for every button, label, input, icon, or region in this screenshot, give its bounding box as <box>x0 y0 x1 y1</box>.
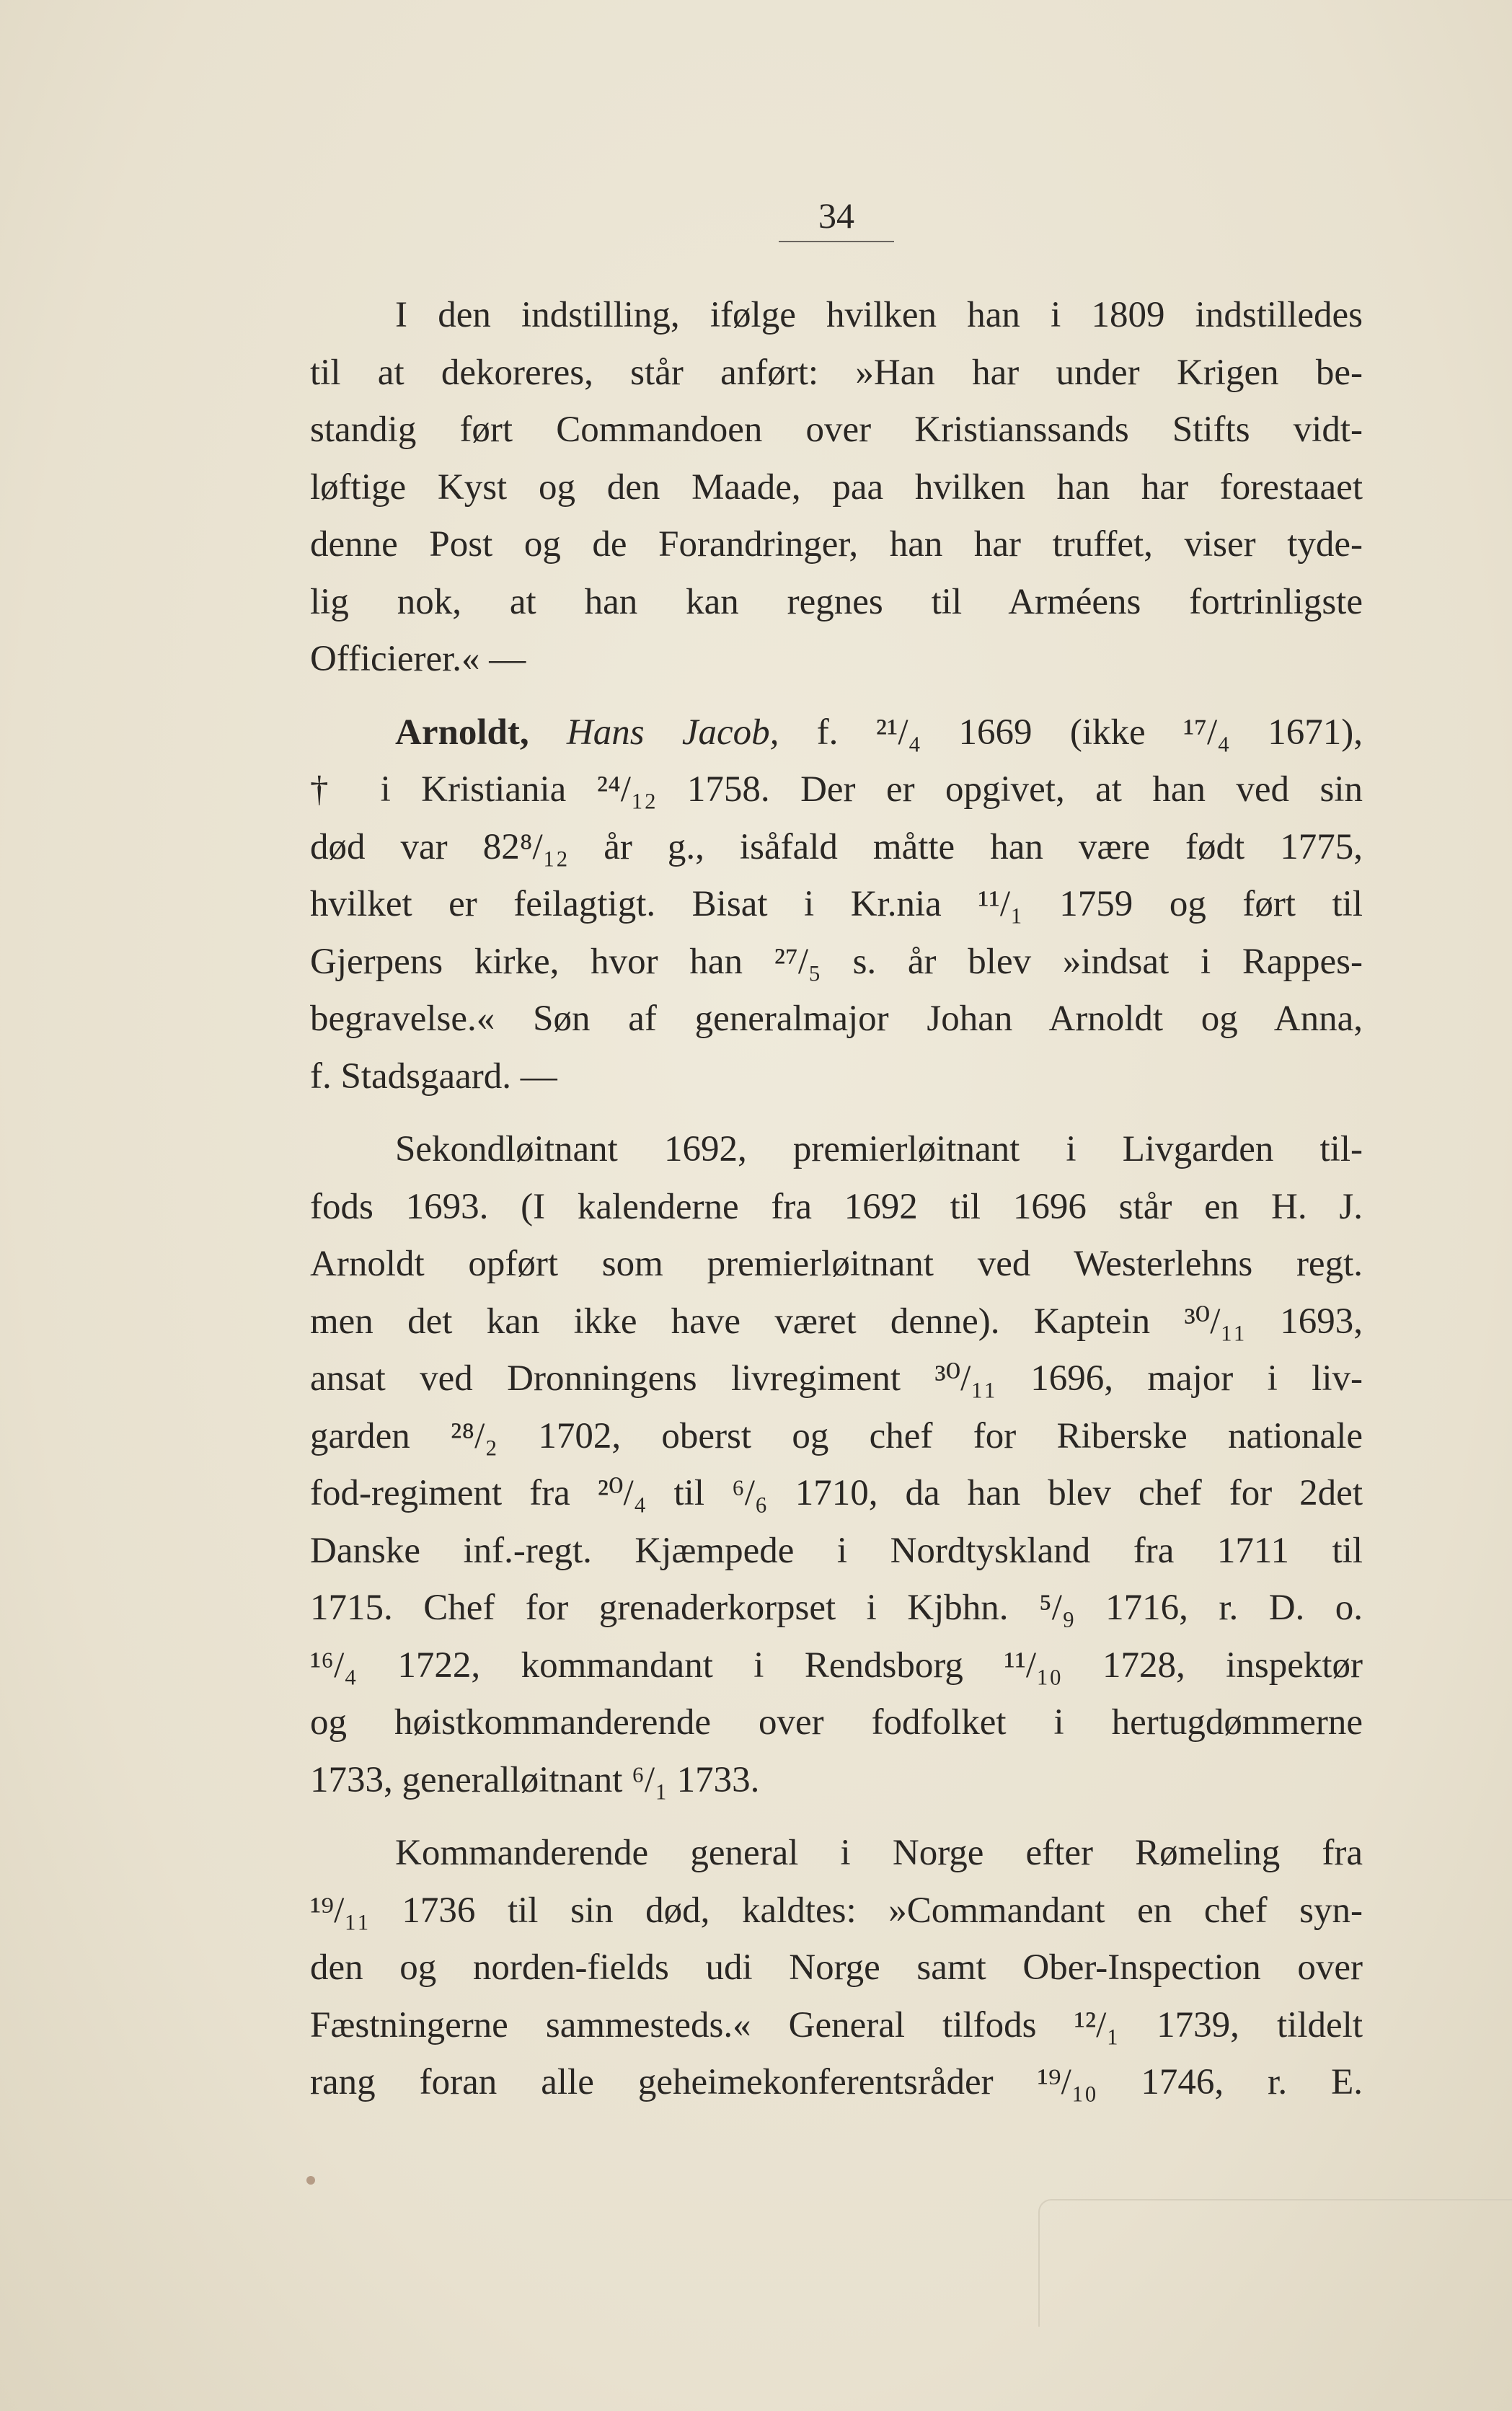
text-line: den og norden-fields udi Norge samt Ober-Inspection over <box>310 1947 1363 1988</box>
text-line: † i Kristiania ²⁴/₁₂ 1758. Der er opgivet, at han ved sin <box>310 769 1363 810</box>
text-line: til at dekoreres, står anført: »Han har under Krigen be- <box>310 352 1363 393</box>
text-line: ansat ved Dronningens livregiment ³⁰/₁₁ 1696, major i liv- <box>310 1358 1363 1399</box>
text-line: Officierer.« — <box>310 639 526 679</box>
text-line: lig nok, at han kan regnes til Arméens fortrinligste <box>310 581 1363 622</box>
text-line: 1715. Chef for grenaderkorpset i Kjbhn. ⁵/₉ 1716, r. D. o. <box>310 1588 1363 1628</box>
text-line: fods 1693. (I kalenderne fra 1692 til 1696 står en H. J. <box>310 1186 1363 1227</box>
text-line: garden ²⁸/₂ 1702, oberst og chef for Riberske nationale <box>310 1415 1363 1456</box>
text-line: 1733, generalløitnant ⁶/₁ 1733. <box>310 1759 760 1800</box>
page-number: 34 <box>779 195 894 242</box>
text-line: fod-regiment fra ²⁰/₄ til ⁶/₆ 1710, da han blev chef for 2det <box>310 1473 1363 1513</box>
text-line: rang foran alle geheimekonferentsråder ¹⁹/₁₀ 1746, r. E. <box>310 2062 1363 2102</box>
entry-heading-line <box>310 704 1363 762</box>
text-line: og høistkommanderende over fodfolket i hertugdømmerne <box>310 1702 1363 1743</box>
text-line: I den indstilling, ifølge hvilken han i 1809 indstilledes <box>395 295 1363 335</box>
text-line: hvilket er feilagtigt. Bisat i Kr.nia ¹¹/₁ 1759 og ført til <box>310 884 1363 924</box>
text-line: Gjerpens kirke, hvor han ²⁷/₅ s. år blev »indsat i Rappes- <box>310 941 1363 982</box>
text-line: begravelse.« Søn af generalmajor Johan Arnoldt og Anna, <box>310 999 1363 1039</box>
entry-surname: Arnoldt, <box>395 712 529 753</box>
text-line: løftige Kyst og den Maade, paa hvilken han har forestaaet <box>310 466 1363 508</box>
text-line-fragment: f. ²¹/₄ 1669 (ikke ¹⁷/₄ 1671), <box>816 712 1363 753</box>
text-line: Danske inf.-regt. Kjæmpede i Nordtyskland fra 1711 til <box>310 1530 1363 1571</box>
text-line: Arnoldt opført som premierløitnant ved Westerlehns regt. <box>310 1244 1363 1284</box>
ink-spot <box>306 2176 315 2185</box>
text-line: f. Stadsgaard. — <box>310 1056 557 1097</box>
text-line: Kommanderende general i Norge efter Rømeling fra <box>395 1833 1363 1873</box>
text-line: men det kan ikke have været denne). Kaptein ³⁰/₁₁ 1693, <box>310 1301 1363 1342</box>
text-line: ¹⁹/₁₁ 1736 til sin død, kaldtes: »Commandant en chef syn- <box>310 1890 1363 1931</box>
text-line: død var 82⁸/₁₂ år g., isåfald måtte han være født 1775, <box>310 826 1363 867</box>
text-line: ¹⁶/₄ 1722, kommandant i Rendsborg ¹¹/₁₀ 1728, inspektør <box>310 1645 1363 1686</box>
text-line: standig ført Commandoen over Kristianssands Stifts vidt- <box>310 410 1363 450</box>
text-line: Sekondløitnant 1692, premierløitnant i Livgarden til- <box>395 1129 1363 1169</box>
body-text <box>310 287 1363 2112</box>
entry-given-names: Hans Jacob, <box>566 712 779 753</box>
text-line: denne Post og de Forandringer, han har truffet, viser tyde- <box>310 524 1363 565</box>
text-line: Fæstningerne sammesteds.« General tilfods ¹²/₁ 1739, tildelt <box>310 2004 1363 2045</box>
paper-fold-mark <box>1038 2199 1512 2327</box>
